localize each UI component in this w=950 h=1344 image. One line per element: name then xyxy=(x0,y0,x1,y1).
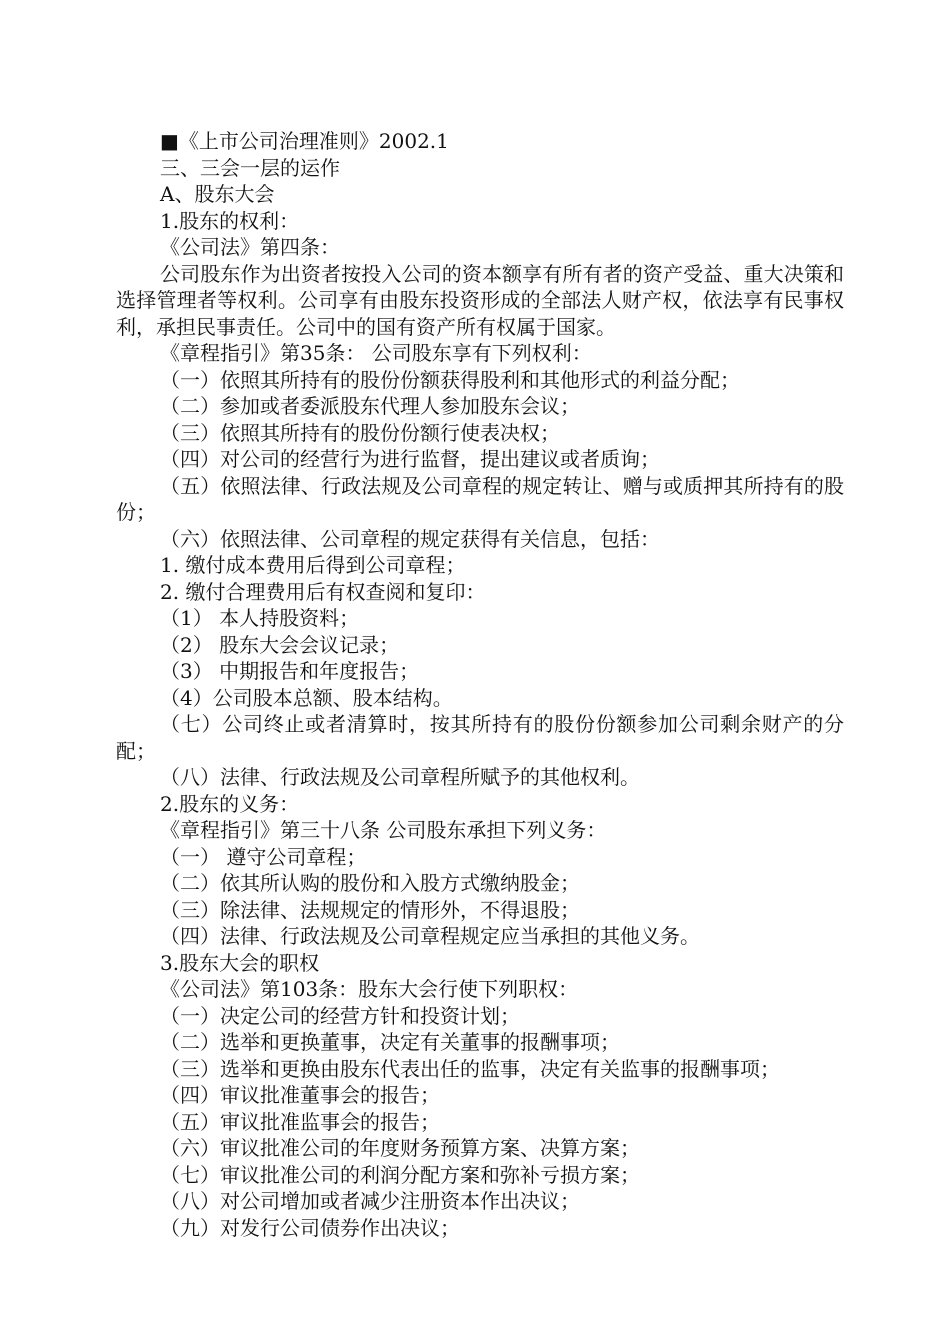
list-item: （七）审议批准公司的利润分配方案和弥补亏损方案； xyxy=(160,1162,640,1187)
list-item: （二）选举和更换董事，决定有关董事的报酬事项； xyxy=(160,1030,620,1054)
list-item: （三）选举和更换由股东代表出任的监事，决定有关监事的报酬事项； xyxy=(160,1056,780,1081)
doc-heading: ■《上市公司治理准则》2002.1 xyxy=(160,129,449,153)
sub-list-item: （1） 本人持股资料； xyxy=(160,606,360,630)
sub-list-item: 1. 缴付成本费用后得到公司章程； xyxy=(160,553,466,577)
list-item: （三）依照其所持有的股份份额行使表决权； xyxy=(160,420,560,445)
list-item: （六）审议批准公司的年度财务预算方案、决算方案； xyxy=(160,1136,640,1160)
list-item: （三）除法律、法规规定的情形外，不得退股； xyxy=(160,897,580,922)
list-item: （一）决定公司的经营方针和投资计划； xyxy=(160,1003,520,1028)
sub-list-item: 2. 缴付合理费用后有权查阅和复印： xyxy=(160,579,486,604)
citation-line: 《章程指引》第三十八条 公司股东承担下列义务： xyxy=(160,818,607,842)
list-item: （四）对公司的经营行为进行监督，提出建议或者质询； xyxy=(160,447,660,471)
list-item: （九）对发行公司债券作出决议； xyxy=(160,1215,460,1240)
citation-line: 《公司法》第四条： xyxy=(160,235,340,259)
section-heading: 三、三会一层的运作 xyxy=(160,155,340,180)
sub-list-item: （2） 股东大会会议记录； xyxy=(160,632,400,657)
list-item: （二）依其所认购的股份和入股方式缴纳股金； xyxy=(160,871,580,895)
item-heading: 3.股东大会的职权 xyxy=(160,950,320,975)
list-item: （六）依照法律、公司章程的规定获得有关信息，包括： xyxy=(160,526,660,551)
item-heading: 2.股东的义务： xyxy=(160,791,300,816)
list-item: （一） 遵守公司章程； xyxy=(160,844,367,869)
body-paragraph: 公司股东作为出资者按投入公司的资本额享有所有者的资产受益、重大决策和选择管理者等权利。公司享有由股东投资形成的全部法人财产权，依法享有民事权利，承担民事责任。公司中的国有资产所有权属于国家。 xyxy=(116,261,844,339)
list-item-wrapped: （七）公司终止或者清算时，按其所持有的股份份额参加公司剩余财产的分配； xyxy=(116,712,844,763)
document-body xyxy=(116,128,844,1241)
item-heading: 1.股东的权利： xyxy=(160,208,300,233)
sub-list-item: （3） 中期报告和年度报告； xyxy=(160,659,420,683)
citation-line: 《章程指引》第35条： 公司股东享有下列权利： xyxy=(160,341,592,365)
subsection-heading: A、股东大会 xyxy=(160,182,275,206)
list-item: （八）法律、行政法规及公司章程所赋予的其他权利。 xyxy=(160,765,640,789)
list-item: （一）依照其所持有的股份份额获得股利和其他形式的利益分配； xyxy=(160,367,740,392)
list-item: （四）法律、行政法规及公司章程规定应当承担的其他义务。 xyxy=(160,924,700,948)
list-item: （五）审议批准监事会的报告； xyxy=(160,1109,440,1134)
sub-list-item: （4）公司股本总额、股本结构。 xyxy=(160,685,453,710)
list-item: （四）审议批准董事会的报告； xyxy=(160,1083,440,1107)
citation-line: 《公司法》第103条：股东大会行使下列职权： xyxy=(160,977,579,1001)
list-item: （八）对公司增加或者减少注册资本作出决议； xyxy=(160,1189,580,1213)
list-item-wrapped: （五）依照法律、行政法规及公司章程的规定转让、赠与或质押其所持有的股份； xyxy=(116,473,844,524)
list-item: （二）参加或者委派股东代理人参加股东会议； xyxy=(160,394,580,418)
